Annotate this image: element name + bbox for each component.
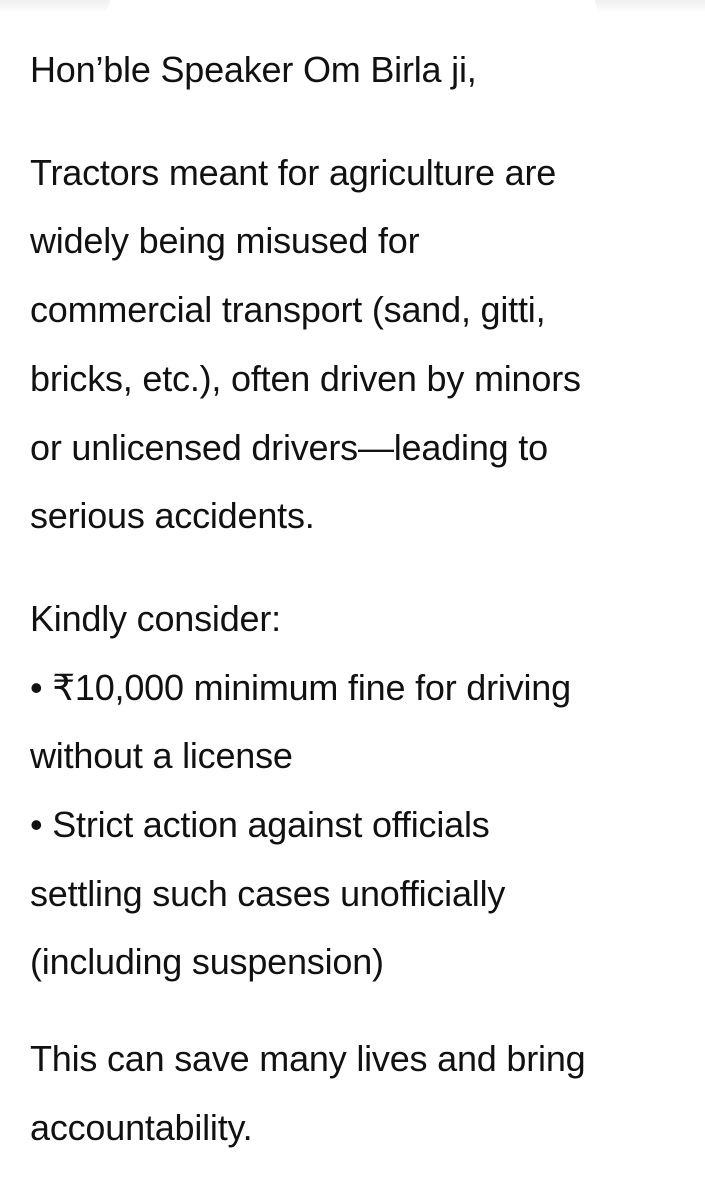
body-line: or unlicensed drivers—leading to — [30, 426, 548, 468]
request-line: settling such cases unofficially — [30, 872, 506, 914]
closing-paragraph — [30, 1025, 690, 1162]
body-line: commercial transport (sand, gitti, — [30, 289, 546, 331]
body-line: Tractors meant for agriculture are — [30, 151, 557, 193]
top-right-edge-shadow — [595, 0, 705, 14]
request-line: (including suspension) — [30, 941, 384, 983]
paragraph-gap — [30, 551, 690, 585]
body-paragraph — [30, 139, 690, 551]
body-line: bricks, etc.), often driven by minors — [30, 357, 581, 399]
request-line: • Strict action against officials — [30, 804, 490, 846]
paragraph-gap — [30, 105, 690, 139]
top-left-edge-shadow — [0, 0, 110, 14]
body-line: widely being misused for — [30, 220, 420, 262]
request-line: • ₹10,000 minimum fine for driving — [30, 666, 571, 708]
body-line: serious accidents. — [30, 495, 315, 537]
salutation: Hon’ble Speaker Om Birla ji, — [30, 49, 477, 90]
paragraph-gap — [30, 997, 690, 1025]
message-text — [30, 36, 690, 1163]
request-line: without a license — [30, 735, 293, 777]
closing-line: accountability. — [30, 1106, 253, 1148]
closing-line: This can save many lives and bring — [30, 1038, 586, 1080]
request-paragraph — [30, 585, 690, 997]
request-intro: Kindly consider: — [30, 597, 281, 639]
